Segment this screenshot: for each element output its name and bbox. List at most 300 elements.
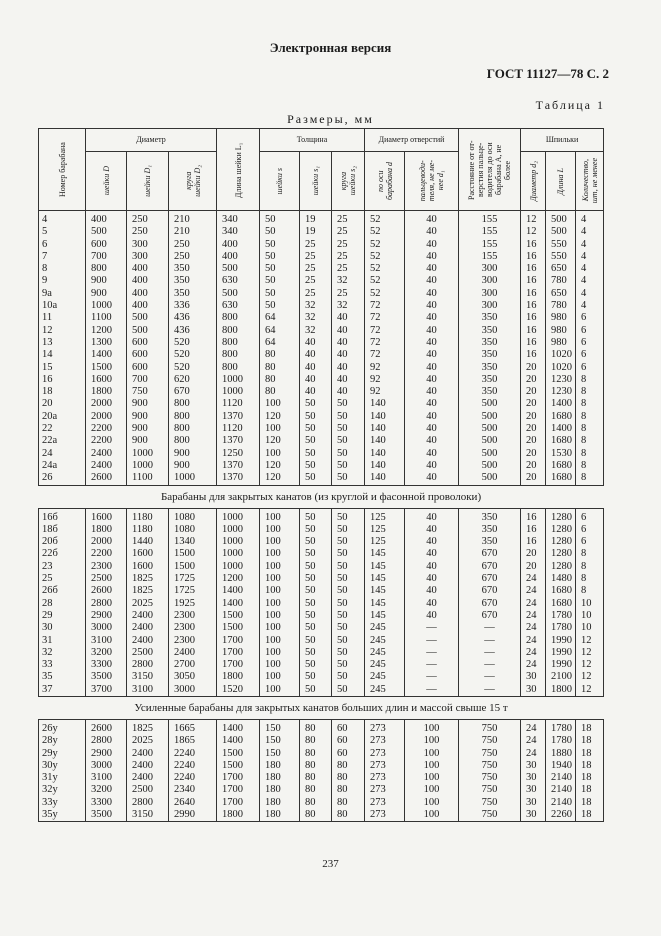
drum-dimensions-table [38, 128, 604, 822]
table-cell: 2140 [546, 797, 576, 809]
table-cell: 1600 [86, 374, 127, 386]
table-cell: 16 [521, 325, 546, 337]
table-cell: 50 [300, 622, 332, 634]
table-cell: 2300 [169, 635, 217, 647]
table-cell: 750 [459, 784, 521, 796]
table-cell: 52 [365, 214, 405, 226]
drum-number-cell: 12 [39, 325, 86, 337]
table-cell: 18 [576, 748, 604, 760]
table-cell: 670 [459, 573, 521, 585]
table-cell: 2140 [546, 784, 576, 796]
table-cell: 80 [260, 362, 300, 374]
col-neck-s: шейки s [260, 152, 300, 211]
table-row [39, 460, 604, 472]
table-cell: — [405, 647, 459, 659]
table-cell: 700 [127, 374, 169, 386]
table-cell: 650 [546, 288, 576, 300]
drum-number-cell: 16б [39, 512, 86, 524]
table-cell: 40 [405, 263, 459, 275]
drum-number-cell: 26у [39, 723, 86, 735]
table-cell: 72 [365, 349, 405, 361]
table-cell: 40 [405, 226, 459, 238]
table-cell: 2400 [127, 748, 169, 760]
table-cell: 72 [365, 312, 405, 324]
table-cell: 3150 [127, 809, 169, 822]
table-cell: 670 [459, 561, 521, 573]
drum-number-cell: 28 [39, 598, 86, 610]
table-cell: 8 [576, 472, 604, 485]
table-cell: 120 [260, 460, 300, 472]
table-cell: 40 [332, 362, 365, 374]
table-cell: 24 [521, 748, 546, 760]
table-cell: 25 [332, 214, 365, 226]
table-cell: 2240 [169, 772, 217, 784]
table-cell: 40 [405, 300, 459, 312]
table-cell: 1780 [546, 723, 576, 735]
table-cell: 250 [127, 226, 169, 238]
table-cell: 50 [332, 622, 365, 634]
drum-number-cell: 35у [39, 809, 86, 822]
table-cell: 8 [576, 386, 604, 398]
table-cell: 300 [459, 300, 521, 312]
table-cell: 2600 [86, 723, 127, 735]
table-cell: 50 [260, 226, 300, 238]
table-cell: 25 [300, 251, 332, 263]
table-cell: 3000 [86, 760, 127, 772]
table-cell: 1800 [217, 809, 260, 822]
table-cell: 64 [260, 337, 300, 349]
table-cell: 350 [169, 288, 217, 300]
table-cell: 40 [405, 548, 459, 560]
table-cell: 80 [332, 809, 365, 822]
table-cell: 40 [332, 386, 365, 398]
table-cell: 8 [576, 411, 604, 423]
table-cell: 72 [365, 337, 405, 349]
col-pin-count: Количество, шт, не менее [576, 152, 604, 211]
col-group-pins: Шпильки [521, 129, 604, 152]
table-cell: 1665 [169, 723, 217, 735]
drum-number-cell: 10a [39, 300, 86, 312]
table-cell: 1700 [217, 772, 260, 784]
table-cell: 1500 [169, 548, 217, 560]
page-number: 237 [322, 858, 339, 870]
table-cell: 245 [365, 684, 405, 697]
table-cell: 25 [332, 239, 365, 251]
table-cell: 25 [300, 263, 332, 275]
table-cell: 3200 [86, 647, 127, 659]
table-cell: 12 [576, 635, 604, 647]
table-cell: 350 [459, 337, 521, 349]
drum-number-cell: 25 [39, 573, 86, 585]
table-cell: 100 [405, 760, 459, 772]
table-cell: 120 [260, 435, 300, 447]
table-cell: 2400 [127, 622, 169, 634]
table-cell: 2000 [86, 398, 127, 410]
table-cell: 800 [217, 325, 260, 337]
table-cell: 92 [365, 362, 405, 374]
table-cell: 40 [405, 561, 459, 573]
table-cell: 4 [576, 239, 604, 251]
table-cell: 40 [405, 214, 459, 226]
table-cell: 20 [521, 472, 546, 485]
table-cell: 1000 [127, 448, 169, 460]
table-cell: 500 [127, 312, 169, 324]
table-cell: 350 [459, 524, 521, 536]
edition-title: Электронная версия [269, 40, 392, 55]
drum-number-cell: 31у [39, 772, 86, 784]
table-cell: 1250 [217, 448, 260, 460]
table-row [39, 647, 604, 659]
table-cell: 800 [217, 349, 260, 361]
table-cell: 50 [260, 300, 300, 312]
table-cell: 1990 [546, 647, 576, 659]
table-cell: 2400 [169, 647, 217, 659]
table-cell: 4 [576, 226, 604, 238]
table-row [39, 423, 604, 435]
col-axis-d: по оси барабана d [365, 152, 405, 211]
col-pin-length: Длина L [546, 152, 576, 211]
table-cell: 100 [405, 797, 459, 809]
table-cell: 273 [365, 760, 405, 772]
table-row [39, 512, 604, 524]
table-cell: 400 [217, 239, 260, 251]
table-cell: 6 [576, 362, 604, 374]
table-cell: 50 [300, 598, 332, 610]
table-cell: 1400 [86, 349, 127, 361]
table-cell: 24 [521, 573, 546, 585]
section-title: Барабаны для закрытых канатов (из круглой и фасонной проволоки) [39, 485, 604, 508]
drum-number-cell: 22 [39, 423, 86, 435]
table-cell: 520 [169, 337, 217, 349]
table-cell: 12 [576, 647, 604, 659]
table-cell: 2400 [127, 635, 169, 647]
table-cell: 400 [127, 275, 169, 287]
drum-number-cell: 35 [39, 671, 86, 683]
table-cell: 8 [576, 435, 604, 447]
table-cell: 3100 [127, 684, 169, 697]
table-cell: 100 [260, 423, 300, 435]
table-row [39, 622, 604, 634]
table-row [39, 398, 604, 410]
table-cell: 64 [260, 325, 300, 337]
drum-number-cell: 16 [39, 374, 86, 386]
table-cell: 2025 [127, 598, 169, 610]
drum-number-cell: 26 [39, 472, 86, 485]
table-cell: 900 [169, 448, 217, 460]
table-cell: 25 [300, 288, 332, 300]
table-cell: 1500 [217, 610, 260, 622]
table-cell: 24 [521, 585, 546, 597]
table-cell: 40 [405, 362, 459, 374]
table-cell: 6 [576, 536, 604, 548]
table-cell: 25 [332, 226, 365, 238]
table-cell: 52 [365, 263, 405, 275]
table-cell: 400 [127, 288, 169, 300]
table-row [39, 524, 604, 536]
table-cell: 900 [86, 288, 127, 300]
table-row [39, 723, 604, 735]
table-cell: 1800 [86, 524, 127, 536]
table-cell: 8 [576, 573, 604, 585]
table-cell: 100 [260, 684, 300, 697]
table-cell: 670 [459, 585, 521, 597]
table-cell: 1700 [217, 797, 260, 809]
table-cell: 2800 [127, 659, 169, 671]
table-cell: 1200 [86, 325, 127, 337]
table-cell: 1700 [217, 784, 260, 796]
table-cell: 40 [332, 312, 365, 324]
table-cell: 18 [576, 784, 604, 796]
table-cell: 350 [169, 275, 217, 287]
table-cell: 10 [576, 622, 604, 634]
table-cell: 50 [332, 573, 365, 585]
table-cell: 350 [459, 386, 521, 398]
table-cell: 2300 [169, 610, 217, 622]
table-cell: 250 [169, 239, 217, 251]
table-cell: 1725 [169, 573, 217, 585]
table-cell: — [405, 635, 459, 647]
table-cell: 50 [300, 573, 332, 585]
drum-number-cell: 8 [39, 263, 86, 275]
table-cell: 6 [576, 337, 604, 349]
table-cell: 80 [300, 809, 332, 822]
table-row [39, 598, 604, 610]
table-cell: 145 [365, 573, 405, 585]
table-cell: 40 [405, 598, 459, 610]
table-cell: 2900 [86, 610, 127, 622]
table-cell: 800 [169, 423, 217, 435]
table-cell: 40 [405, 512, 459, 524]
table-cell: 1000 [217, 524, 260, 536]
table-cell: 3100 [86, 772, 127, 784]
table-cell: 52 [365, 239, 405, 251]
table-cell: 80 [300, 784, 332, 796]
table-cell: 16 [521, 239, 546, 251]
table-cell: 40 [405, 472, 459, 485]
table-cell: 800 [169, 398, 217, 410]
table-row [39, 561, 604, 573]
drum-number-cell: 30у [39, 760, 86, 772]
table-cell: 80 [300, 735, 332, 747]
table-cell: 20 [521, 423, 546, 435]
table-cell: 32 [332, 300, 365, 312]
table-cell: 500 [459, 448, 521, 460]
table-cell: 140 [365, 472, 405, 485]
table-cell: 2800 [86, 598, 127, 610]
drum-number-cell: 5 [39, 226, 86, 238]
table-label: Таблица 1 [535, 98, 605, 112]
table-cell: — [459, 671, 521, 683]
table-cell: 2400 [127, 610, 169, 622]
table-cell: 155 [459, 226, 521, 238]
table-cell: 900 [127, 411, 169, 423]
col-flange-d2: круга шейки D₂ [169, 152, 217, 211]
table-row [39, 349, 604, 361]
table-cell: 750 [459, 748, 521, 760]
table-cell: 2100 [546, 671, 576, 683]
table-cell: 210 [169, 226, 217, 238]
table-cell: 550 [546, 239, 576, 251]
table-cell: 50 [260, 275, 300, 287]
table-cell: 30 [521, 684, 546, 697]
table-cell: 80 [332, 784, 365, 796]
drum-number-cell: 9 [39, 275, 86, 287]
table-cell: 1100 [86, 312, 127, 324]
table-cell: 500 [459, 460, 521, 472]
table-cell: 145 [365, 561, 405, 573]
table-cell: 1725 [169, 585, 217, 597]
col-flange-s2: круга шейки s₂ [332, 152, 365, 211]
table-cell: — [459, 622, 521, 634]
drum-number-cell: 33у [39, 797, 86, 809]
table-cell: 100 [405, 735, 459, 747]
table-cell: 1280 [546, 561, 576, 573]
table-cell: 436 [169, 325, 217, 337]
table-cell: 50 [300, 548, 332, 560]
table-cell: 100 [260, 536, 300, 548]
table-cell: 2990 [169, 809, 217, 822]
table-cell: 500 [459, 411, 521, 423]
table-cell: 40 [332, 337, 365, 349]
table-cell: 245 [365, 635, 405, 647]
standard-code: ГОСТ 11127—78 С. 2 [486, 66, 609, 81]
table-row [39, 374, 604, 386]
table-cell: 550 [546, 251, 576, 263]
table-cell: 50 [300, 561, 332, 573]
drum-number-cell: 13 [39, 337, 86, 349]
table-cell: 80 [332, 760, 365, 772]
table-cell: 1440 [127, 536, 169, 548]
table-cell: 1520 [217, 684, 260, 697]
table-cell: 32 [300, 325, 332, 337]
table-cell: 16 [521, 312, 546, 324]
table-row [39, 536, 604, 548]
table-row [39, 214, 604, 226]
table-cell: 40 [405, 325, 459, 337]
table-cell: 600 [86, 239, 127, 251]
table-cell: 1400 [217, 585, 260, 597]
table-cell: 145 [365, 610, 405, 622]
table-cell: 350 [459, 512, 521, 524]
table-cell: 40 [332, 374, 365, 386]
table-cell: 650 [546, 263, 576, 275]
table-cell: 350 [459, 536, 521, 548]
table-cell: 1230 [546, 386, 576, 398]
col-group-hole-diameter: Диаметр отверстий [365, 129, 459, 152]
table-cell: 1800 [217, 671, 260, 683]
table-cell: 120 [260, 472, 300, 485]
table-cell: 72 [365, 325, 405, 337]
table-cell: — [459, 635, 521, 647]
table-row [39, 573, 604, 585]
table-cell: 40 [405, 239, 459, 251]
table-cell: 50 [332, 512, 365, 524]
table-cell: 8 [576, 398, 604, 410]
table-row [39, 263, 604, 275]
table-cell: 4 [576, 263, 604, 275]
table-cell: 50 [300, 512, 332, 524]
table-row [39, 362, 604, 374]
table-row [39, 671, 604, 683]
table-cell: 50 [332, 524, 365, 536]
table-cell: 750 [127, 386, 169, 398]
table-cell: 100 [405, 809, 459, 822]
table-cell: 500 [127, 325, 169, 337]
table-cell: — [405, 684, 459, 697]
table-cell: 1370 [217, 460, 260, 472]
drum-number-cell: 15 [39, 362, 86, 374]
table-cell: 1000 [217, 561, 260, 573]
table-cell: 40 [300, 337, 332, 349]
table-cell: 800 [217, 312, 260, 324]
drum-number-cell: 14 [39, 349, 86, 361]
table-cell: 1800 [86, 386, 127, 398]
drum-number-cell: 23 [39, 561, 86, 573]
table-cell: 1530 [546, 448, 576, 460]
table-cell: — [405, 671, 459, 683]
table-cell: 80 [260, 386, 300, 398]
table-cell: 140 [365, 411, 405, 423]
table-cell: 20 [521, 460, 546, 472]
table-cell: 100 [260, 561, 300, 573]
table-cell: 145 [365, 548, 405, 560]
table-cell: 500 [459, 423, 521, 435]
drum-number-cell: 9a [39, 288, 86, 300]
table-row [39, 226, 604, 238]
table-row [39, 435, 604, 447]
table-cell: 350 [169, 263, 217, 275]
table-cell: 50 [260, 263, 300, 275]
table-cell: 1680 [546, 435, 576, 447]
table-cell: 2300 [86, 561, 127, 573]
table-cell: 1100 [127, 472, 169, 485]
drum-number-cell: 30 [39, 622, 86, 634]
table-cell: 40 [405, 349, 459, 361]
drum-number-cell: 20 [39, 398, 86, 410]
table-cell: 12 [576, 684, 604, 697]
col-group-diameter: Диаметр [86, 129, 217, 152]
table-cell: 40 [300, 349, 332, 361]
table-cell: 8 [576, 561, 604, 573]
table-cell: 140 [365, 448, 405, 460]
table-cell: 1180 [127, 512, 169, 524]
table-cell: 620 [169, 374, 217, 386]
drum-number-cell: 32у [39, 784, 86, 796]
table-cell: 52 [365, 275, 405, 287]
table-cell: 3700 [86, 684, 127, 697]
table-cell: 50 [332, 585, 365, 597]
table-row [39, 760, 604, 772]
table-cell: 2400 [127, 760, 169, 772]
table-cell: 1000 [217, 548, 260, 560]
table-cell: 670 [169, 386, 217, 398]
table-cell: 50 [300, 524, 332, 536]
table-cell: 16 [521, 524, 546, 536]
drum-number-cell: 20a [39, 411, 86, 423]
table-cell: 50 [260, 214, 300, 226]
table-cell: 24 [521, 635, 546, 647]
table-cell: 24 [521, 659, 546, 671]
table-cell: 40 [405, 460, 459, 472]
drum-number-cell: 26б [39, 585, 86, 597]
table-cell: 52 [365, 288, 405, 300]
table-cell: 40 [405, 251, 459, 263]
table-cell: 1500 [86, 362, 127, 374]
table-cell: 1370 [217, 472, 260, 485]
table-cell: 80 [300, 772, 332, 784]
table-cell: 800 [169, 435, 217, 447]
table-cell: 40 [405, 448, 459, 460]
